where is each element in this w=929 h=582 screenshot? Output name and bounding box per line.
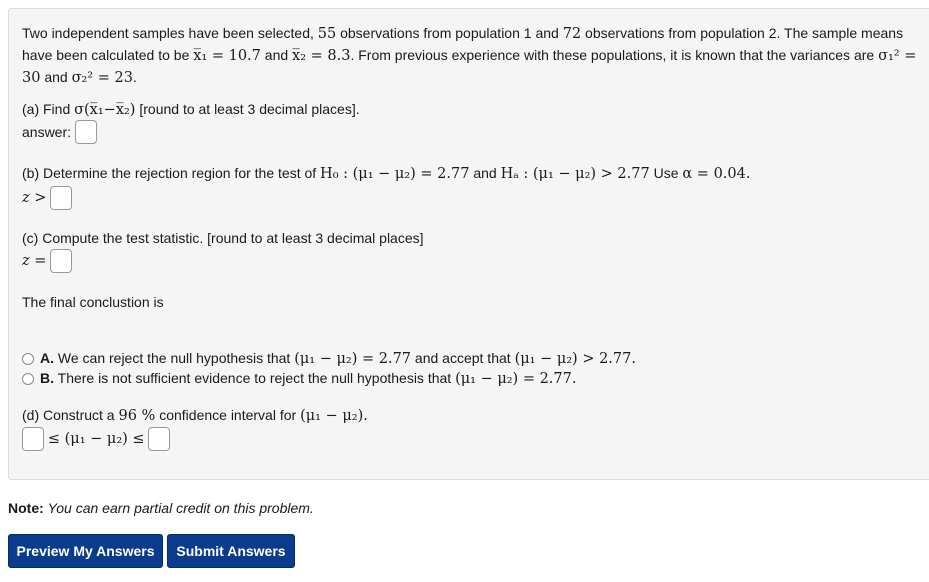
conclusion-label: The final conclustion is bbox=[22, 294, 164, 310]
submit-answers-button[interactable]: Submit Answers bbox=[167, 534, 295, 568]
part-c-question: (c) Compute the test statistic. [round to at least 3 decimal places] bbox=[22, 230, 424, 246]
preview-answers-button[interactable]: Preview My Answers bbox=[8, 534, 163, 568]
part-b-question: (b) Determine the rejection region for the test of H₀ : (μ₁ − μ₂) = 2.77 and Hₐ : (μ₁ − μ₂) > 2.77 Use α = 0.04. bbox=[22, 165, 751, 182]
variance2-value: σ₂² = 23 bbox=[71, 70, 133, 86]
part-b-answer-input[interactable] bbox=[50, 186, 72, 210]
part-c-answer-row: z = bbox=[22, 249, 72, 273]
xbar2-value: x̅₂ = 8.3 bbox=[292, 48, 351, 64]
part-d-lower-input[interactable] bbox=[22, 427, 44, 451]
xbar1-value: x̅₁ = 10.7 bbox=[193, 48, 261, 64]
option-b[interactable]: B. There is not sufficient evidence to reject the null hypothesis that (μ₁ − μ₂) = 2.77. bbox=[22, 370, 576, 387]
part-c-answer-input[interactable] bbox=[50, 249, 72, 273]
option-a[interactable]: A. We can reject the null hypothesis that (μ₁ − μ₂) = 2.77 and accept that (μ₁ − μ₂) > 2.77. bbox=[22, 350, 636, 367]
part-b-answer-row: z > bbox=[22, 186, 72, 210]
part-a-question: (a) Find σ(x̅₁−x̅₂) [round to at least 3 decimal places]. bbox=[22, 101, 360, 118]
partial-credit-note: Note: You can earn partial credit on this problem. bbox=[8, 500, 314, 516]
problem-panel bbox=[8, 8, 929, 480]
part-a-answer-row: answer: bbox=[22, 120, 97, 144]
part-d-answer-row: ≤ (μ₁ − μ₂) ≤ bbox=[22, 427, 170, 451]
variance1-value: σ₁² = 30 bbox=[22, 48, 917, 86]
part-d-upper-input[interactable] bbox=[148, 427, 170, 451]
option-a-radio[interactable] bbox=[22, 353, 34, 365]
part-d-question: (d) Construct a 96 % confidence interval for (μ₁ − μ₂). bbox=[22, 407, 368, 424]
option-b-radio[interactable] bbox=[22, 373, 34, 385]
problem-intro: Two independent samples have been selected, 55 observations from population 1 and 72 observations from population 2. The sample means have been calculated to be x̅₁ = 10.7 and x̅₂ = 8.3. From previous experience with these populations, it is known that the variances are σ₁² = 30 and σ₂² = 23. bbox=[22, 25, 917, 86]
part-a-answer-input[interactable] bbox=[75, 120, 97, 144]
